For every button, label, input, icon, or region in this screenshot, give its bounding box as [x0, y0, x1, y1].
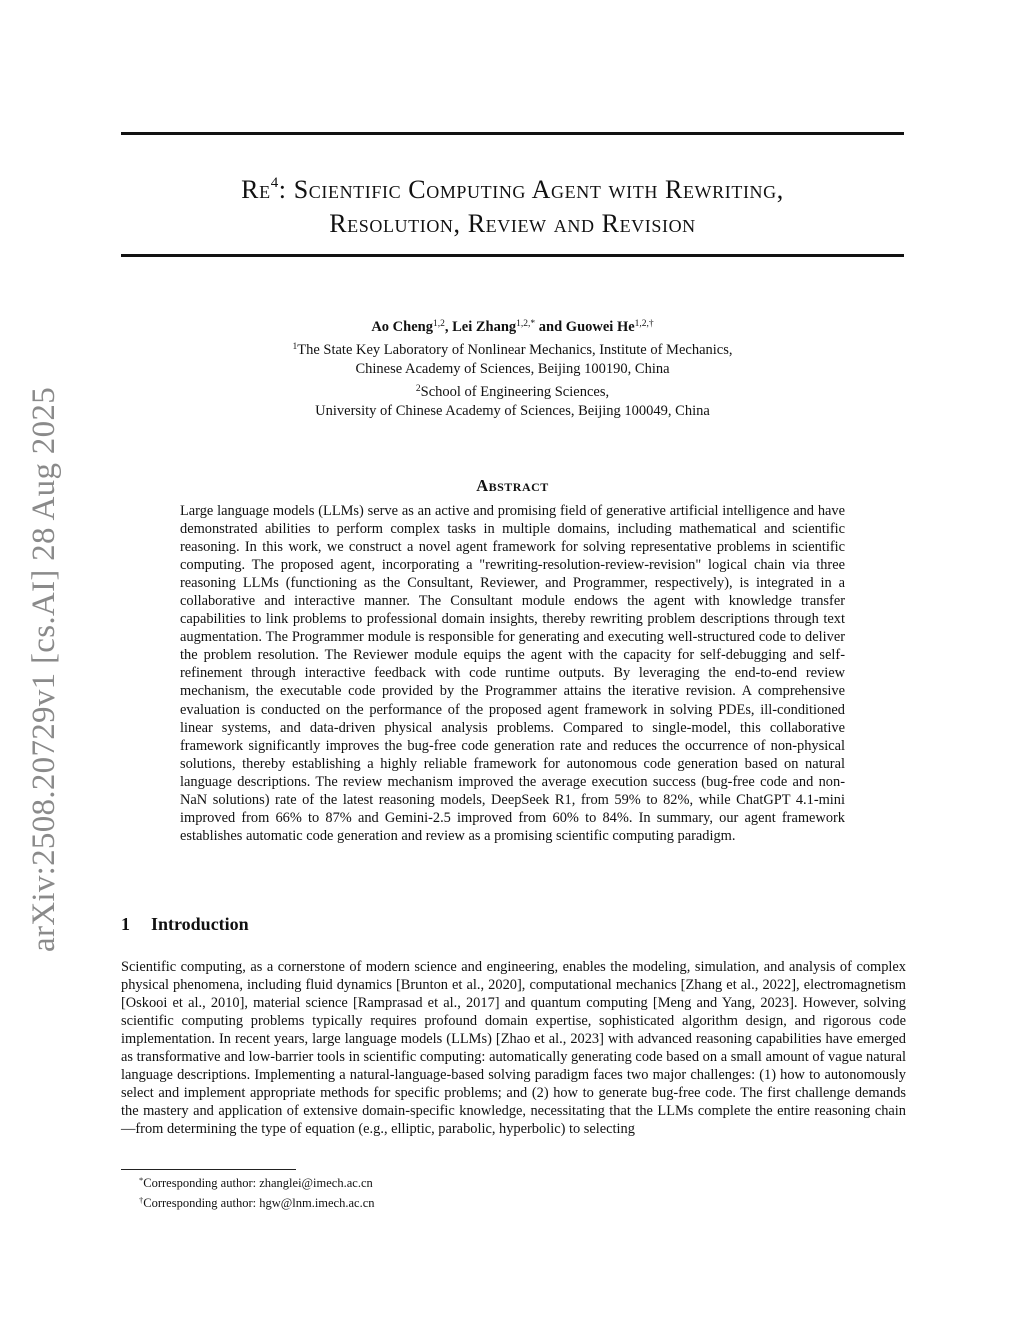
- footnotes: [139, 1172, 375, 1212]
- author-separator: and: [535, 319, 566, 335]
- author-names: [121, 315, 904, 338]
- affiliation-mark: 2: [415, 383, 421, 394]
- author-name: Guowei He: [565, 319, 635, 335]
- abstract-text: Large language models (LLMs) serve as an active and promising field of generative artificial intelligence and have demonstrated abilities to perform complex tasks in multiple domains, including mathematical and scientific reasoning. In this work, we construct a novel agent framework for solving representative problems in scientific computing. The proposed agent, incorporating a "rewriting-resolution-review-revision" logical chain via three reasoning LLMs (functioning as the Consultant, Reviewer, and Programmer, respectively), is integrated in a collaborative and interactive manner. The Consultant module endows the agent with knowledge transfer capabilities to link problems to professional domain insights, thereby rewriting problem descriptions through text augmentation. The Programmer module is responsible for generating and executing well-structured code to deliver the problem resolution. The Reviewer module equips the agent with the capacity for self-debugging and self-refinement through interactive feedback with code runtime outputs. By leveraging the end-to-end review mechanism, the executable code provided by the Programmer attains the iterative revision. A comprehensive evaluation is conducted on the performance of the proposed agent framework in solving PDEs, ill-conditioned linear systems, and data-driven physical analysis problems. Compared to single-model, this collaborative framework significantly improves the bug-free code generation rate and reduces the occurrence of non-physical solutions, thereby establishing a highly reliable framework for autonomous code generation based on natural language descriptions. The review mechanism improved the average execution success (bug-free code and non-NaN solutions) rate of the latest reasoning models, DeepSeek R1, from 59% to 82%, while ChatGPT 4.1-mini improved from 66% to 87% and Gemini-2.5 improved from 60% to 84%. In summary, our agent framework establishes automatic code generation and review as a promising scientific computing paradigm.: [180, 503, 845, 844]
- author-separator: ,: [444, 319, 453, 335]
- author-name: Ao Cheng: [371, 319, 433, 335]
- affiliation-line: [121, 380, 904, 403]
- footnote: [139, 1172, 375, 1192]
- abstract-heading: Abstract: [476, 476, 549, 495]
- arxiv-identifier: arXiv:2508.20729v1 [cs.AI] 28 Aug 2025: [25, 386, 62, 952]
- title-line-1-rest: : Scientific Computing Agent with Rewriting,: [278, 175, 784, 204]
- title-superscript: 4: [270, 175, 279, 191]
- footnote-mark: †: [139, 1195, 144, 1205]
- footnote-text: Corresponding author: hgw@lnm.imech.ac.cn: [143, 1196, 375, 1210]
- section-title: Introduction: [151, 914, 249, 934]
- title-line-1: [121, 166, 904, 207]
- title-prefix: Re: [241, 175, 271, 204]
- affiliation-line: [121, 402, 904, 422]
- introduction-text: Scientific computing, as a cornerstone of modern science and engineering, enables the modeling, simulation, and analysis of complex physical phenomena, including fluid dynamics [Brunton et al., 2020], computational mechanics [Zhang et al., 2022], electromagnetism [Oskooi et al., 2010], material science [Ramprasad et al., 2017] and quantum computing [Meng and Yang, 2023]. However, solving scientific computing problems typically requires profound domain expertise, sophisticated algorithm design, and rigorous code implementation. In recent years, large language models (LLMs) [Zhao et al., 2023] with advanced reasoning capabilities have emerged as transformative and low-barrier tools in scientific computing: automatically generating code based on a small amount of vague natural language descriptions. Implementing a natural-language-based solving paradigm faces two major challenges: (1) how to autonomously select and implement appropriate methods for specific problems; and (2) how to generate bug-free code. The first challenge demands the mastery and application of extensive domain-specific knowledge, necessitating that the LLMs complete the entire reasoning chain—from determining the type of equation (e.g., elliptic, parabolic, hyperbolic) to selecting: [121, 959, 906, 1138]
- title-rule-bottom: [121, 254, 904, 257]
- affiliation-line: [121, 360, 904, 380]
- footnote-mark: *: [139, 1175, 144, 1185]
- title-line-2: Resolution, Review and Revision: [329, 209, 696, 238]
- arxiv-identifier-margin: [10, 374, 78, 964]
- author-affiliation-mark: 1,2: [432, 319, 445, 329]
- affiliation-mark: 1: [292, 341, 298, 352]
- affiliation-text: The State Key Laboratory of Nonlinear Mechanics, Institute of Mechanics,: [297, 341, 733, 358]
- section-heading: [121, 914, 249, 935]
- title-rule-top: [121, 132, 904, 135]
- affiliation-text: School of Engineering Sciences,: [420, 383, 610, 400]
- author-name: Lei Zhang: [452, 319, 517, 335]
- paper-title: [121, 166, 904, 241]
- author-affiliation-mark: 1,2,*: [516, 319, 536, 329]
- affiliation-text: University of Chinese Academy of Sciences, Beijing 100049, China: [315, 403, 710, 419]
- section-number: 1: [121, 914, 130, 934]
- author-block: [121, 315, 904, 422]
- affiliation-text: Chinese Academy of Sciences, Beijing 100190, China: [355, 361, 670, 377]
- footnote-text: Corresponding author: zhanglei@imech.ac.cn: [143, 1176, 373, 1190]
- affiliation-line: [121, 338, 904, 361]
- author-affiliation-mark: 1,2,†: [634, 319, 654, 329]
- footnote-rule: [121, 1169, 296, 1170]
- footnote: [139, 1192, 375, 1212]
